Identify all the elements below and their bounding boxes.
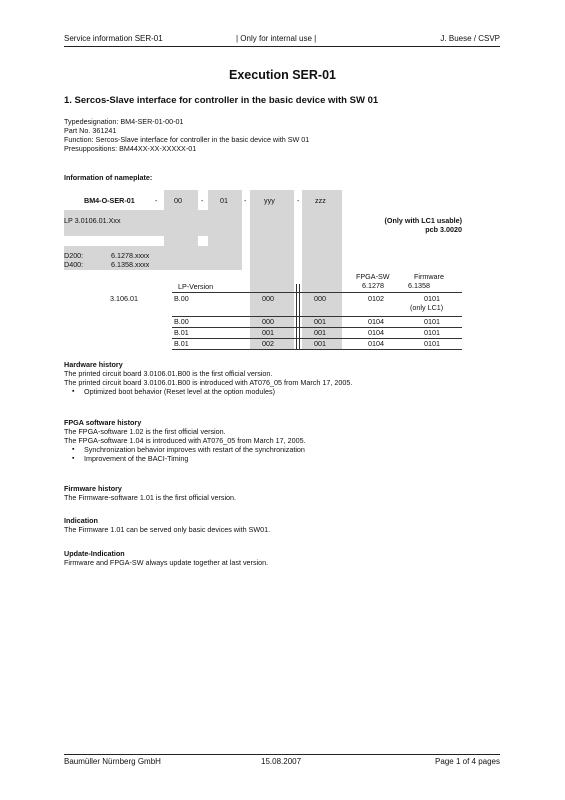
fpga-bullet: ▪ Improvement of the BACI-Timing bbox=[64, 454, 504, 463]
nameplate-shade-d bbox=[64, 246, 242, 270]
info-function: Function: Sercos-Slave interface for controller in the basic device with SW 01 bbox=[64, 135, 310, 144]
update-heading: Update-Indication bbox=[64, 549, 125, 558]
hardware-heading: Hardware history bbox=[64, 360, 123, 369]
fpga-heading: FPGA software history bbox=[64, 418, 142, 427]
nameplate-sep: - bbox=[155, 196, 158, 205]
row-lp: B.00 bbox=[174, 317, 189, 326]
row-yyy: 000 bbox=[262, 294, 274, 303]
row-fw: 0101 bbox=[424, 294, 440, 303]
nameplate-code-00: 00 bbox=[174, 196, 182, 205]
nameplate-code-yyy: yyy bbox=[264, 196, 275, 205]
row-lp: B.00 bbox=[174, 294, 189, 303]
indication-section bbox=[64, 516, 504, 534]
d400-value: 6.1358.xxxx bbox=[111, 260, 150, 269]
table-row bbox=[174, 317, 464, 327]
table-line bbox=[172, 316, 462, 317]
table-line bbox=[172, 349, 462, 350]
nameplate-sep: - bbox=[297, 196, 300, 205]
row-fpga: 0104 bbox=[368, 317, 384, 326]
row-fpga: 0104 bbox=[368, 328, 384, 337]
firmware-header-sub: 6.1358 bbox=[408, 281, 430, 290]
row-fw-note: (only LC1) bbox=[410, 303, 444, 312]
d400-label: D400: bbox=[64, 260, 84, 269]
header-left: Service information SER-01 bbox=[64, 34, 163, 43]
row-lp: B.01 bbox=[174, 339, 189, 348]
row-yyy: 000 bbox=[262, 317, 274, 326]
row-fw: 0101 bbox=[424, 328, 440, 337]
row-zzz: 000 bbox=[314, 294, 326, 303]
nameplate-code: BM4-O-SER-01 bbox=[84, 196, 135, 205]
update-section bbox=[64, 549, 504, 567]
info-presuppositions: Presuppositions: BM44XX-XX-XXXXX-01 bbox=[64, 144, 197, 153]
row-zzz: 001 bbox=[314, 317, 326, 326]
table-divider bbox=[299, 284, 300, 350]
lc1-note: (Only with LC1 usable) bbox=[384, 216, 462, 225]
row-zzz: 001 bbox=[314, 339, 326, 348]
fpga-bullets bbox=[64, 445, 504, 463]
fpga-header: FPGA-SW bbox=[356, 272, 390, 281]
lp-designation: LP 3.0106.01.Xxx bbox=[64, 216, 121, 225]
footer-left: Baumüller Nürnberg GmbH bbox=[64, 757, 161, 766]
update-line: Firmware and FPGA-SW always update together at last version. bbox=[64, 558, 269, 567]
row-yyy: 002 bbox=[262, 339, 274, 348]
row-yyy: 001 bbox=[262, 328, 274, 337]
row-fpga: 0102 bbox=[368, 294, 384, 303]
indication-line: The Firmware 1.01 can be served only basic devices with SW01. bbox=[64, 525, 271, 534]
table-divider bbox=[296, 284, 297, 350]
firmware-heading: Firmware history bbox=[64, 484, 122, 493]
row-fw: 0101 bbox=[424, 339, 440, 348]
fpga-line: The FPGA-software 1.04 is introduced with AT076_05 from March 17, 2005. bbox=[64, 436, 306, 445]
firmware-header: Firmware bbox=[414, 272, 444, 281]
hardware-line: The printed circuit board 3.0106.01.B00 is introduced with AT076_05 from March 17, 2005. bbox=[64, 378, 353, 387]
header-center: | Only for internal use | bbox=[236, 34, 317, 43]
table-line bbox=[172, 338, 462, 339]
info-typedesignation: Typedesignation: BM4-SER-01-00-01 bbox=[64, 117, 184, 126]
header-rule bbox=[64, 46, 500, 47]
nameplate-code-zzz: zzz bbox=[315, 196, 326, 205]
indication-heading: Indication bbox=[64, 516, 98, 525]
lp-version-header: LP-Version bbox=[178, 282, 214, 291]
section-heading: 1. Sercos-Slave interface for controller in the basic device with SW 01 bbox=[64, 95, 379, 106]
table-row bbox=[174, 294, 464, 312]
fpga-bullet: ▪ Synchronization behavior improves with restart of the synchronization bbox=[64, 445, 504, 454]
row-lp: B.01 bbox=[174, 328, 189, 337]
table-row bbox=[174, 328, 464, 338]
page-title: Execution SER-01 bbox=[229, 68, 336, 82]
info-part-no: Part No. 361241 bbox=[64, 126, 117, 135]
d200-value: 6.1278.xxxx bbox=[111, 251, 150, 260]
header-right: J. Buese / CSVP bbox=[440, 34, 500, 43]
lp-number: 3.106.01 bbox=[110, 294, 138, 303]
firmware-line: The Firmware-software 1.01 is the first official version. bbox=[64, 493, 237, 502]
row-zzz: 001 bbox=[314, 328, 326, 337]
footer-right: Page 1 of 4 pages bbox=[435, 757, 500, 766]
nameplate-sep: - bbox=[244, 196, 247, 205]
hardware-bullets bbox=[64, 387, 504, 396]
row-fw: 0101 bbox=[424, 317, 440, 326]
footer-rule bbox=[64, 754, 500, 755]
fpga-section bbox=[64, 418, 504, 463]
info-block bbox=[64, 117, 309, 153]
nameplate-label: Information of nameplate: bbox=[64, 173, 153, 182]
nameplate-sep: - bbox=[201, 196, 204, 205]
row-fpga: 0104 bbox=[368, 339, 384, 348]
table-line bbox=[172, 327, 462, 328]
pcb-note: pcb 3.0020 bbox=[425, 225, 462, 234]
firmware-section bbox=[64, 484, 504, 502]
nameplate-code-01: 01 bbox=[220, 196, 228, 205]
table-line bbox=[172, 292, 462, 293]
hardware-line: The printed circuit board 3.0106.01.B00 is the first official version. bbox=[64, 369, 273, 378]
d200-label: D200: bbox=[64, 251, 84, 260]
fpga-header-sub: 6.1278 bbox=[362, 281, 384, 290]
hardware-bullet: ▪ Optimized boot behavior (Reset level at the option modules) bbox=[64, 387, 504, 396]
hardware-section bbox=[64, 360, 504, 396]
footer-center: 15.08.2007 bbox=[261, 757, 302, 766]
table-row bbox=[174, 339, 464, 349]
fpga-line: The FPGA-software 1.02 is the first official version. bbox=[64, 427, 226, 436]
